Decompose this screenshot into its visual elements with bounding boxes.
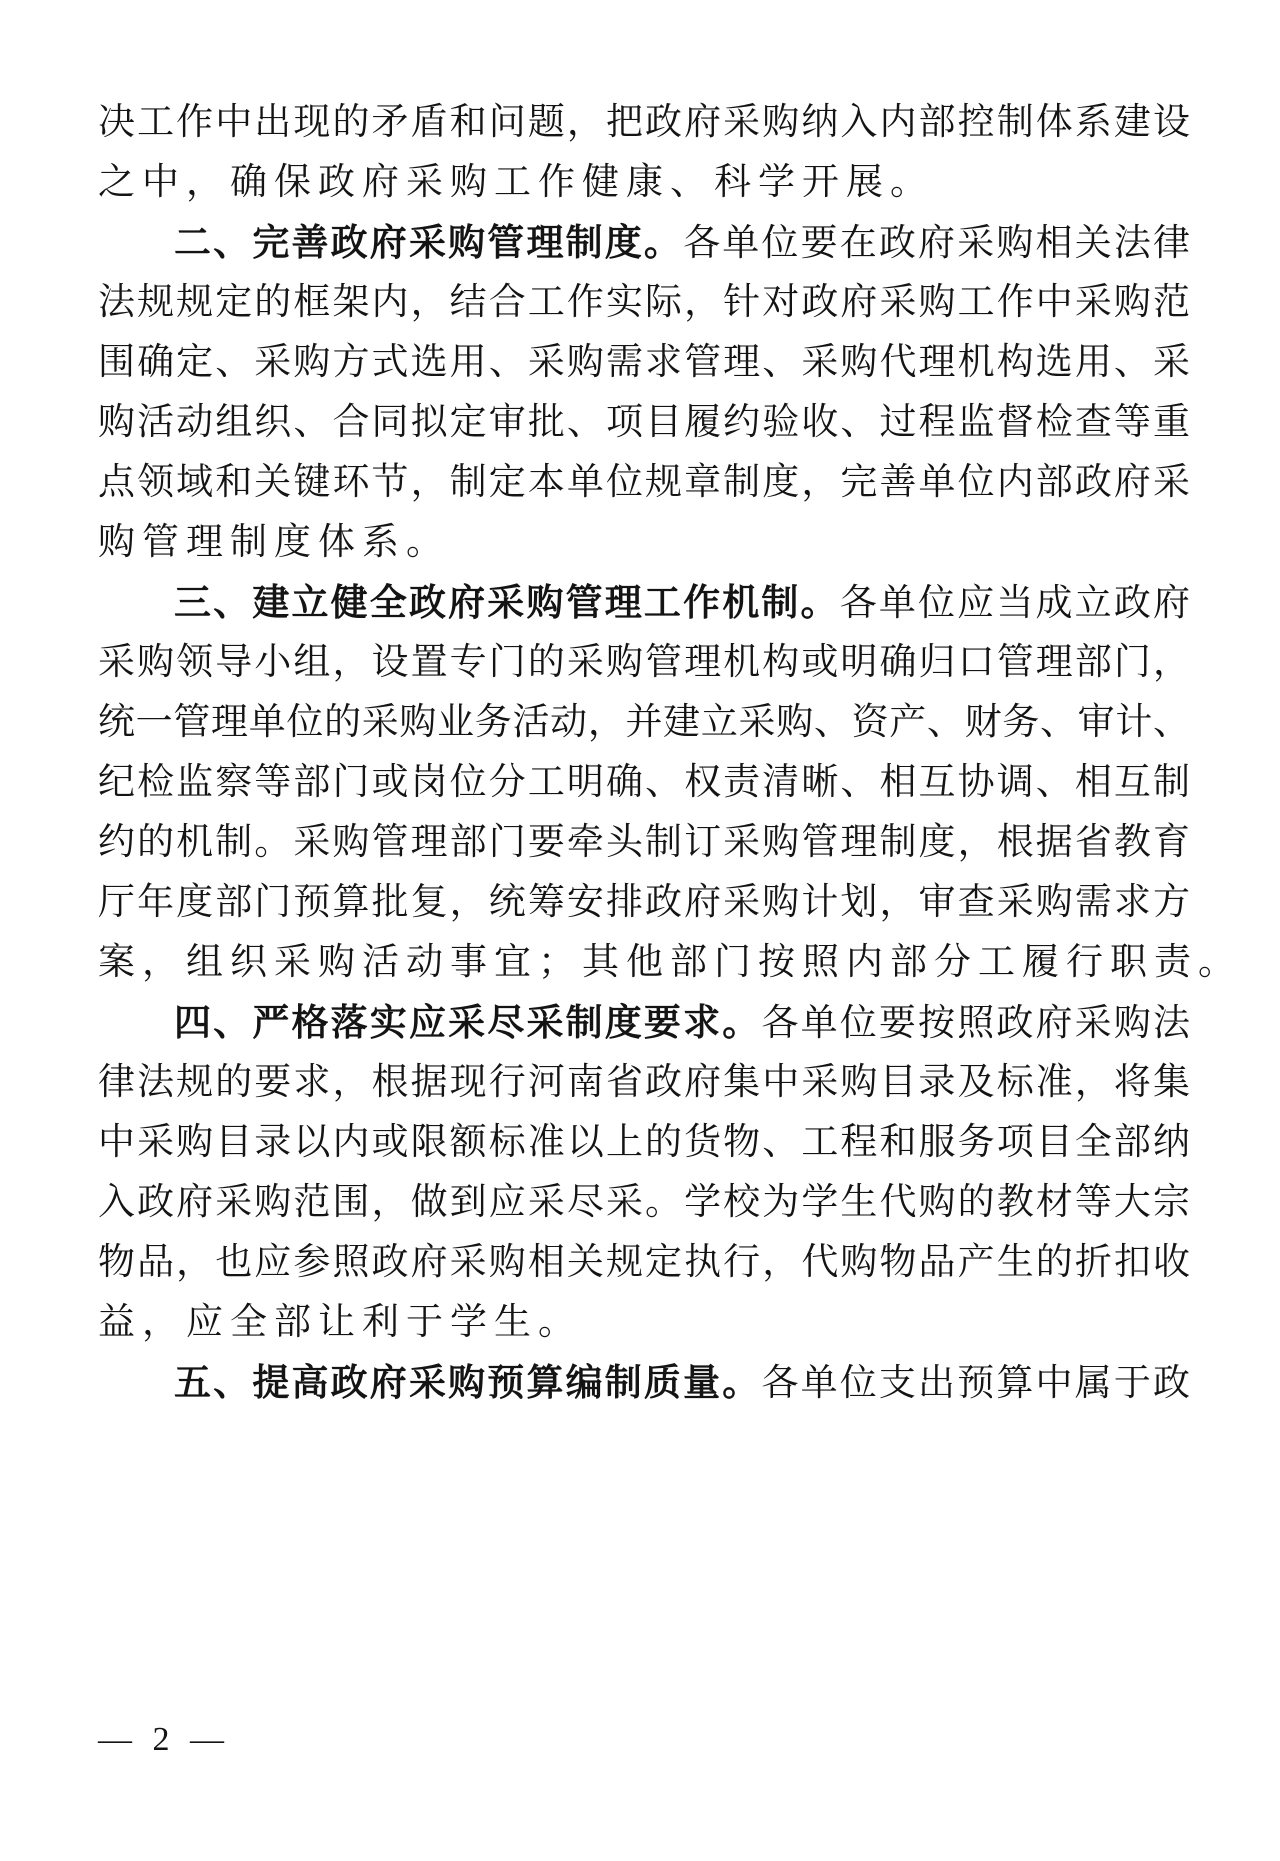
line-text: 益，应全部让利于学生。 <box>98 1300 582 1343</box>
line-text: 购管理制度体系。 <box>98 520 450 563</box>
section-heading: 五、提高政府采购预算编制质量。 <box>174 1360 762 1404</box>
line-text: 统一管理单位的采购业务活动，并建立采购、资产、财务、审计、 <box>98 700 1190 743</box>
body-line <box>98 392 1190 452</box>
body-line <box>98 812 1190 872</box>
line-text: 纪检监察等部门或岗位分工明确、权责清晰、相互协调、相互制 <box>98 760 1190 803</box>
line-text: 中采购目录以内或限额标准以上的货物、工程和服务项目全部纳 <box>98 1120 1190 1163</box>
body-line <box>98 1172 1190 1232</box>
body-line <box>98 1112 1190 1172</box>
line-text: 法规规定的框架内，结合工作实际，针对政府采购工作中采购范 <box>98 280 1190 323</box>
line-text: 案，组织采购活动事宜；其他部门按照内部分工履行职责。 <box>98 940 1242 983</box>
section-heading-line <box>174 1352 1190 1412</box>
line-text: 购活动组织、合同拟定审批、项目履约验收、过程监督检查等重 <box>98 400 1190 443</box>
line-text: 厅年度部门预算批复，统筹安排政府采购计划，审查采购需求方 <box>98 880 1190 923</box>
line-text: 物品，也应参照政府采购相关规定执行，代购物品产生的折扣收 <box>98 1240 1190 1283</box>
section-heading: 四、严格落实应采尽采制度要求。 <box>174 1000 762 1044</box>
line-text: 之中，确保政府采购工作健康、科学开展。 <box>98 160 934 203</box>
line-text: 律法规的要求，根据现行河南省政府集中采购目录及标准，将集 <box>98 1060 1190 1103</box>
line-text: 采购领导小组，设置专门的采购管理机构或明确归口管理部门， <box>98 640 1190 683</box>
section-heading-line <box>174 992 1190 1052</box>
line-text: 入政府采购范围，做到应采尽采。学校为学生代购的教材等大宗 <box>98 1180 1190 1223</box>
section-heading-line <box>174 212 1190 272</box>
body-line <box>98 332 1190 392</box>
body-line <box>98 872 1190 932</box>
line-text: 各单位要按照政府采购法 <box>761 1001 1191 1044</box>
body-line <box>98 752 1190 812</box>
line-text: 各单位应当成立政府 <box>839 581 1190 624</box>
line-text: 约的机制。采购管理部门要牵头制订采购管理制度，根据省教育 <box>98 820 1190 863</box>
line-text: 决工作中出现的矛盾和问题，把政府采购纳入内部控制体系建设 <box>98 100 1190 143</box>
body-line <box>98 512 1190 572</box>
body-line <box>98 452 1190 512</box>
line-text: 点领域和关键环节，制定本单位规章制度，完善单位内部政府采 <box>98 460 1190 503</box>
section-heading: 三、建立健全政府采购管理工作机制。 <box>174 580 840 624</box>
body-line <box>98 1292 1190 1352</box>
line-text: 各单位要在政府采购相关法律 <box>683 221 1191 264</box>
body-line <box>98 632 1190 692</box>
body-line <box>98 692 1190 752</box>
body-line <box>98 932 1242 992</box>
line-text: 各单位支出预算中属于政 <box>761 1361 1191 1404</box>
body-line <box>98 1052 1190 1112</box>
page-number: — 2 — <box>98 1721 230 1758</box>
body-line <box>98 272 1190 332</box>
section-heading-line <box>174 572 1190 632</box>
body-line <box>98 1232 1190 1292</box>
section-heading: 二、完善政府采购管理制度。 <box>174 220 684 264</box>
body-line <box>98 152 1190 212</box>
line-text: 围确定、采购方式选用、采购需求管理、采购代理机构选用、采 <box>98 340 1190 383</box>
body-line <box>98 92 1190 152</box>
